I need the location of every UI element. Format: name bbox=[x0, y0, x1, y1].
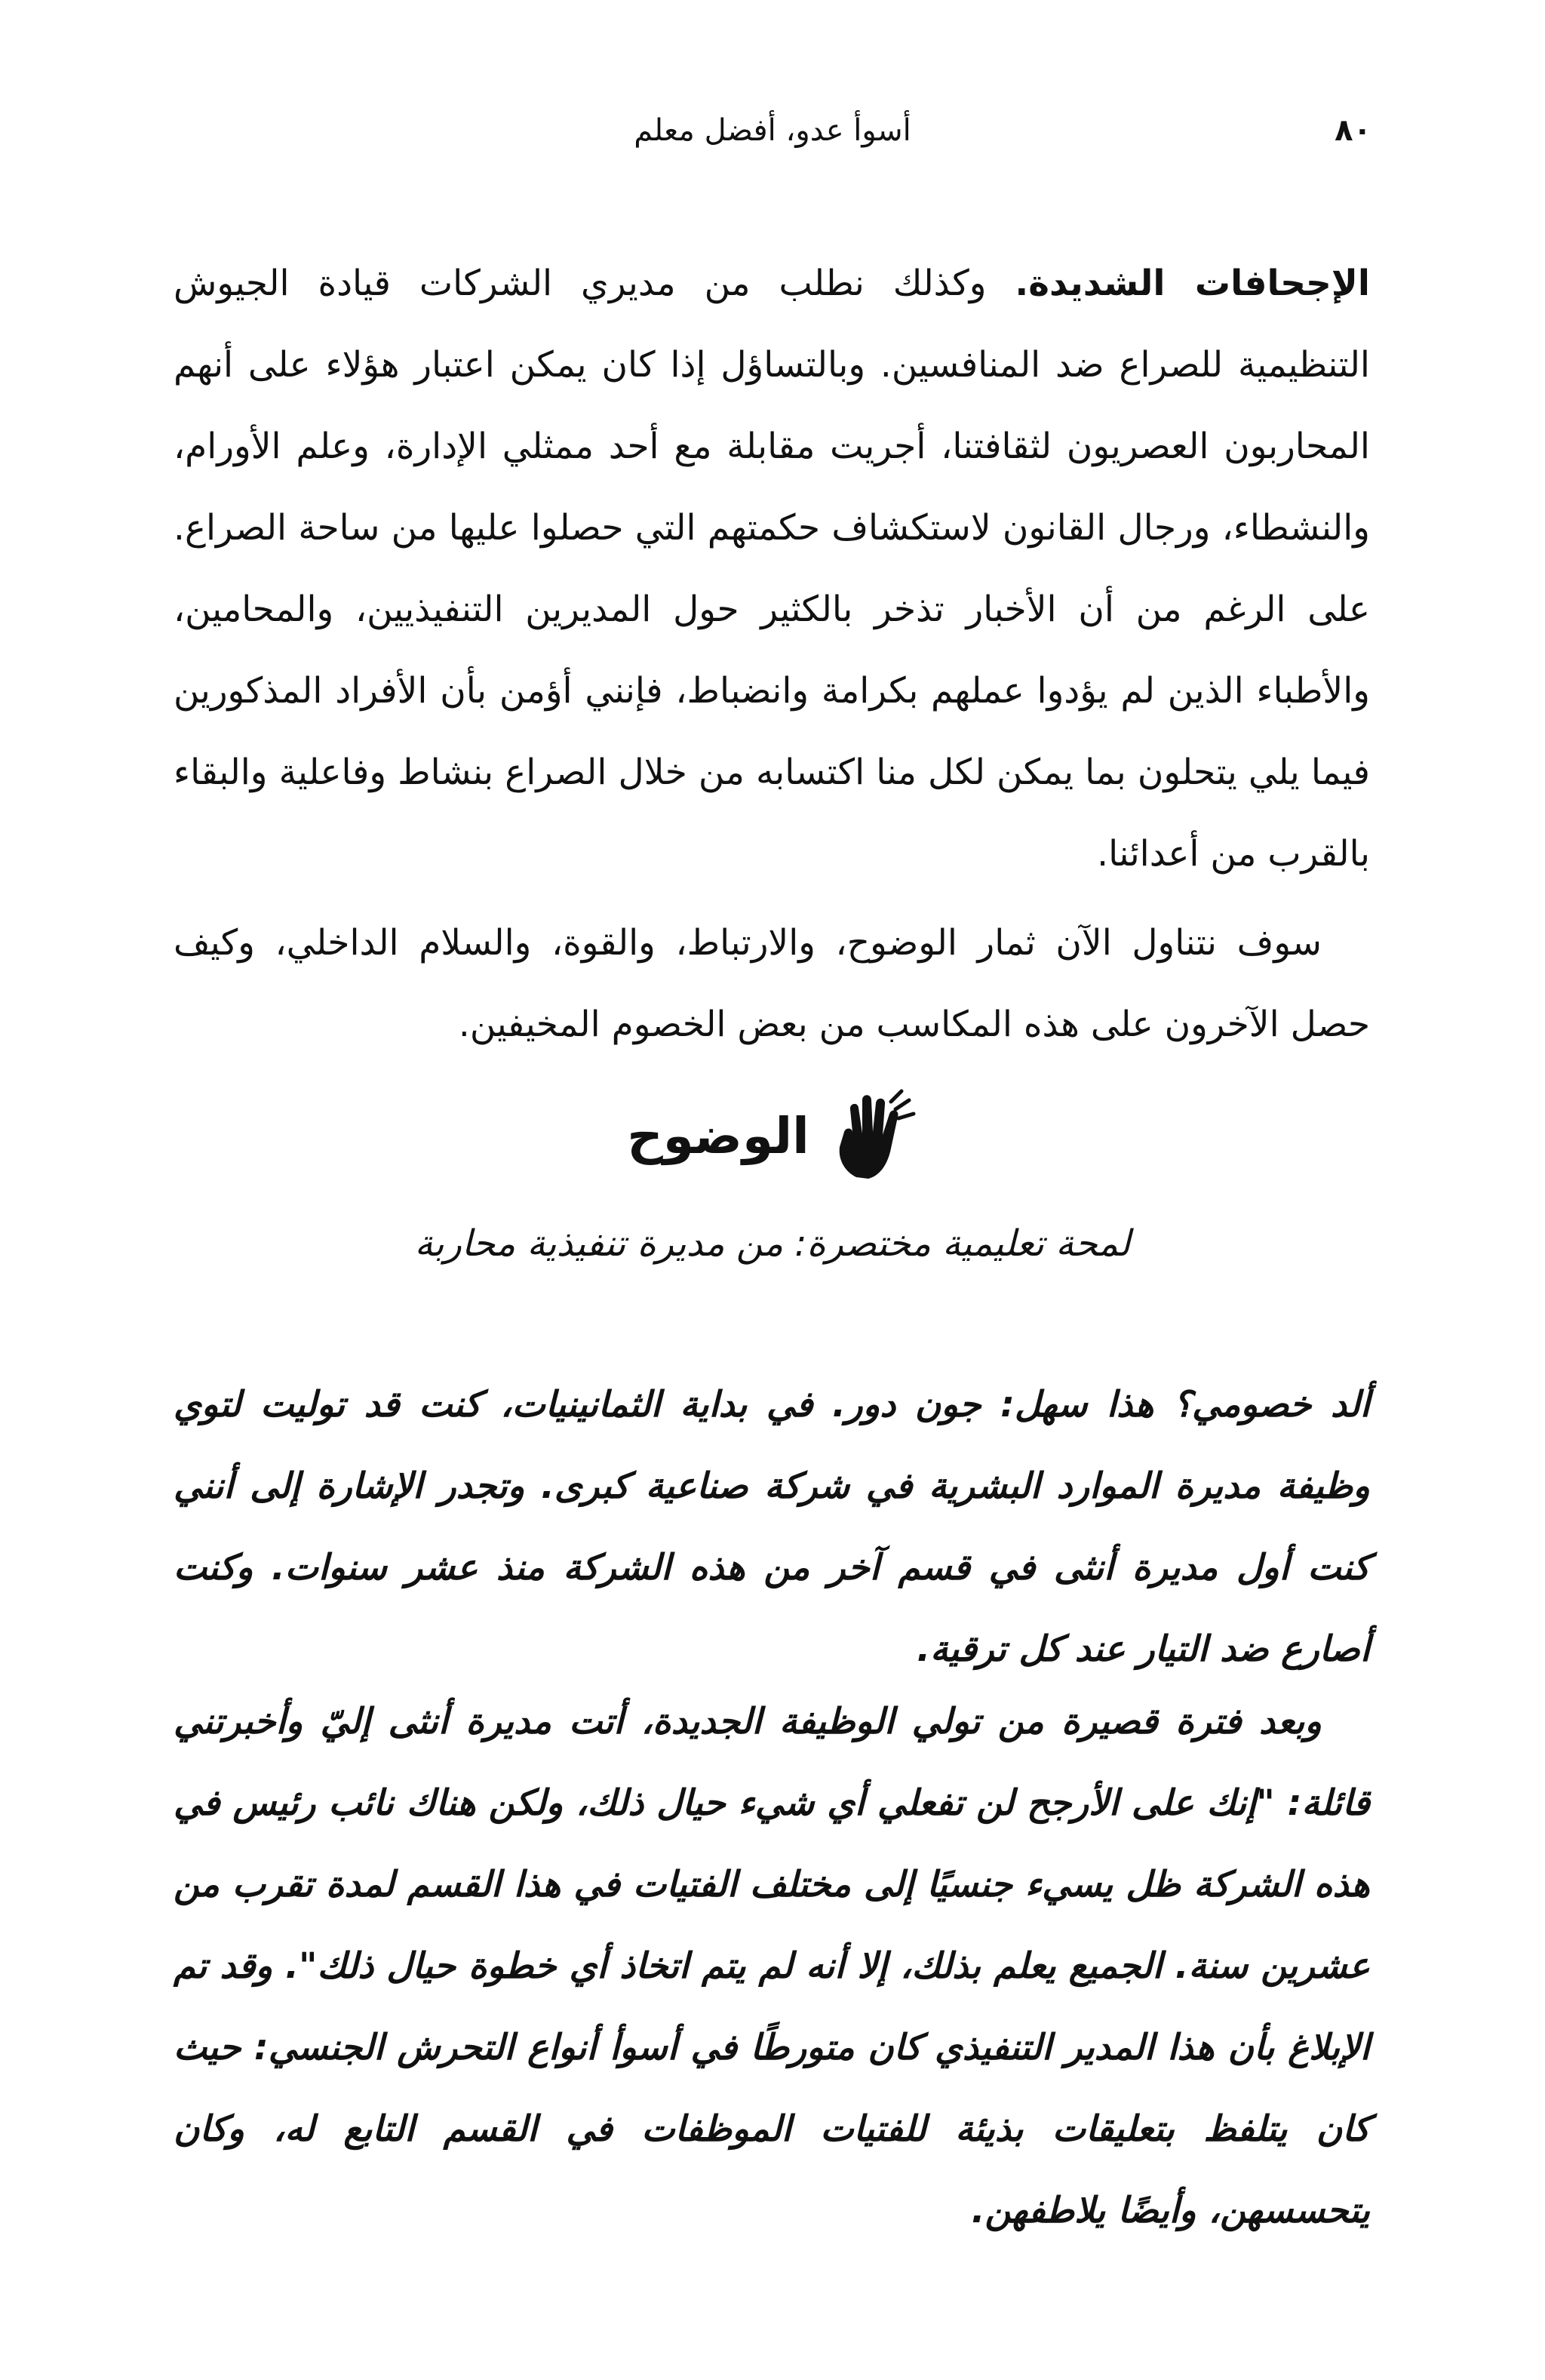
running-title: أسوأ عدو، أفضل معلم bbox=[634, 113, 911, 148]
paragraph-1 bbox=[174, 243, 1370, 895]
paragraph-1-body: وكذلك نطلب من مديري الشركات قيادة الجيوش التنظيمية للصراع ضد المنافسين. وبالتساؤل إذا كان يمكن اعتبار هؤلاء على أنهم المحاربون العصريون لثقافتنا، أجريت مقابلة مع أحد ممثلي الإدارة، وعلم الأورام، والنشطاء، ورجال القانون لاستكشاف حكمتهم التي حصلوا عليها من ساحة الصراع. على الرغم من أن الأخبار تذخر بالكثير حول المديرين التنفيذيين، والمحامين، والأطباء الذين لم يؤدوا عملهم بكرامة وانضباط، فإنني أؤمن بأن الأفراد المذكورين فيما يلي يتحلون بما يمكن لكل منا اكتسابه من خلال الصراع بنشاط وفاعلية والبقاء بالقرب من أعدائنا. bbox=[174, 263, 1370, 875]
paragraph-transition bbox=[174, 902, 1370, 1065]
section-heading bbox=[0, 1087, 1545, 1200]
paragraph-4: وبعد فترة قصيرة من تولي الوظيفة الجديدة، أتت مديرة أنثى إليّ وأخبرتني قائلة: "إنك على الأرجح لن تفعلي أي شيء حيال ذلك، ولكن هناك نائب رئيس في هذه الشركة ظل يسيء جنسيًا إلى مختلف الفتيات في هذا القسم لمدة تقرب من عشرين سنة. الجميع يعلم بذلك، إلا أنه لم يتم اتخاذ أي خطوة حيال ذلك". وقد تم الإبلاغ بأن هذا المدير التنفيذي كان متورطًا في أسوأ أنواع التحرش الجنسي: حيث كان يتلفظ بتعليقات بذيئة للفتيات الموظفات في القسم التابع له، وكان يتحسسهن، وأيضًا يلاطفهن. bbox=[174, 1701, 1370, 2231]
paragraph-2: سوف نتناول الآن ثمار الوضوح، والارتباط، والقوة، والسلام الداخلي، وكيف حصل الآخرون على هذه المكاسب من بعض الخصوم المخيفين. bbox=[174, 922, 1370, 1045]
paragraph-1-lead: الإجحافات الشديدة. bbox=[1015, 263, 1370, 304]
story-paragraph-2 bbox=[174, 1681, 1370, 2252]
story-paragraph-1 bbox=[174, 1364, 1370, 1690]
section-title: الوضوح bbox=[627, 1106, 809, 1165]
hand-icon bbox=[828, 1087, 918, 1185]
running-header bbox=[174, 113, 1371, 166]
paragraph-3: ألد خصومي؟ هذا سهل: جون دور. في بداية الثمانينيات، كنت قد توليت لتوي وظيفة مديرة الموارد البشرية في شركة صناعية كبرى. وتجدر الإشارة إلى أنني كنت أول مديرة أنثى في قسم آخر من هذه الشركة منذ عشر سنوات. وكنت أصارع ضد التيار عند كل ترقية. bbox=[174, 1384, 1370, 1670]
page-number: ٨٠ bbox=[1335, 113, 1371, 148]
paragraph-intro bbox=[174, 243, 1370, 895]
section-subtitle: لمحة تعليمية مختصرة: من مديرة تنفيذية محاربة bbox=[414, 1222, 1131, 1265]
